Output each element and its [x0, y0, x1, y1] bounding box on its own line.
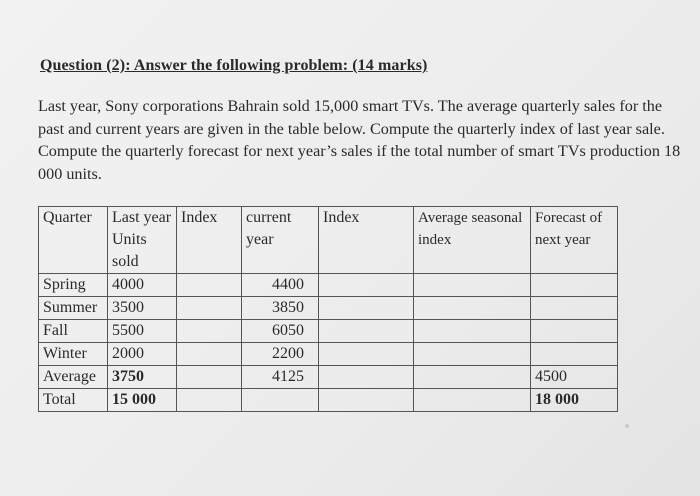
- cell-index-2: [319, 320, 414, 343]
- table-row-total: [39, 389, 618, 412]
- table-row: [39, 274, 618, 297]
- cell-last-year: 3500: [108, 297, 177, 320]
- sales-table: [38, 206, 618, 412]
- header-forecast-next-year: Forecast of next year: [531, 207, 618, 274]
- question-text: Last year, Sony corporations Bahrain sold 15,000 smart TVs. The average quarterly sales for the past and current years are given in the table below. Compute the quarterly index of last year sale. Compute the quarterly forecast for next year’s sales if the total number of smart TVs production 18 000 units.: [38, 97, 681, 183]
- cell-index-2: [319, 366, 414, 389]
- paper-speck: [625, 424, 629, 428]
- cell-current-year: [242, 389, 319, 412]
- cell-forecast: [531, 297, 618, 320]
- cell-index-2: [319, 274, 414, 297]
- cell-quarter: Spring: [39, 274, 108, 297]
- cell-index-2: [319, 389, 414, 412]
- cell-last-year: 3750: [108, 366, 177, 389]
- header-average-seasonal-index: Average seasonal index: [414, 207, 531, 274]
- cell-average-seasonal-index: [414, 343, 531, 366]
- cell-current-year: 6050: [242, 320, 319, 343]
- cell-last-year: 15 000: [108, 389, 177, 412]
- header-quarter: Quarter: [39, 207, 108, 274]
- cell-forecast: 4500: [531, 366, 618, 389]
- table-row-average: [39, 366, 618, 389]
- cell-average-seasonal-index: [414, 389, 531, 412]
- cell-quarter: Winter: [39, 343, 108, 366]
- cell-index: [177, 320, 242, 343]
- cell-current-year: 3850: [242, 297, 319, 320]
- cell-current-year: 4125: [242, 366, 319, 389]
- table-row: [39, 343, 618, 366]
- cell-quarter: Total: [39, 389, 108, 412]
- cell-index: [177, 297, 242, 320]
- cell-current-year: 4400: [242, 274, 319, 297]
- table-row: [39, 320, 618, 343]
- header-last-year-units-sold: Last year Units sold: [108, 207, 177, 274]
- cell-average-seasonal-index: [414, 274, 531, 297]
- cell-average-seasonal-index: [414, 366, 531, 389]
- cell-quarter: Average: [39, 366, 108, 389]
- header-index-2: Index: [319, 207, 414, 274]
- header-current-year: current year: [242, 207, 319, 274]
- cell-forecast: [531, 274, 618, 297]
- cell-current-year: 2200: [242, 343, 319, 366]
- cell-forecast: 18 000: [531, 389, 618, 412]
- table-header-row: [39, 207, 618, 274]
- cell-forecast: [531, 343, 618, 366]
- cell-index: [177, 274, 242, 297]
- cell-forecast: [531, 320, 618, 343]
- cell-average-seasonal-index: [414, 320, 531, 343]
- cell-index: [177, 389, 242, 412]
- cell-last-year: 2000: [108, 343, 177, 366]
- table-row: [39, 297, 618, 320]
- cell-index: [177, 343, 242, 366]
- cell-index-2: [319, 343, 414, 366]
- cell-index-2: [319, 297, 414, 320]
- cell-quarter: Fall: [39, 320, 108, 343]
- question-title: Question (2): Answer the following problem: (14 marks): [40, 57, 428, 74]
- cell-average-seasonal-index: [414, 297, 531, 320]
- cell-last-year: 5500: [108, 320, 177, 343]
- cell-index: [177, 366, 242, 389]
- cell-last-year: 4000: [108, 274, 177, 297]
- header-index: Index: [177, 207, 242, 274]
- cell-quarter: Summer: [39, 297, 108, 320]
